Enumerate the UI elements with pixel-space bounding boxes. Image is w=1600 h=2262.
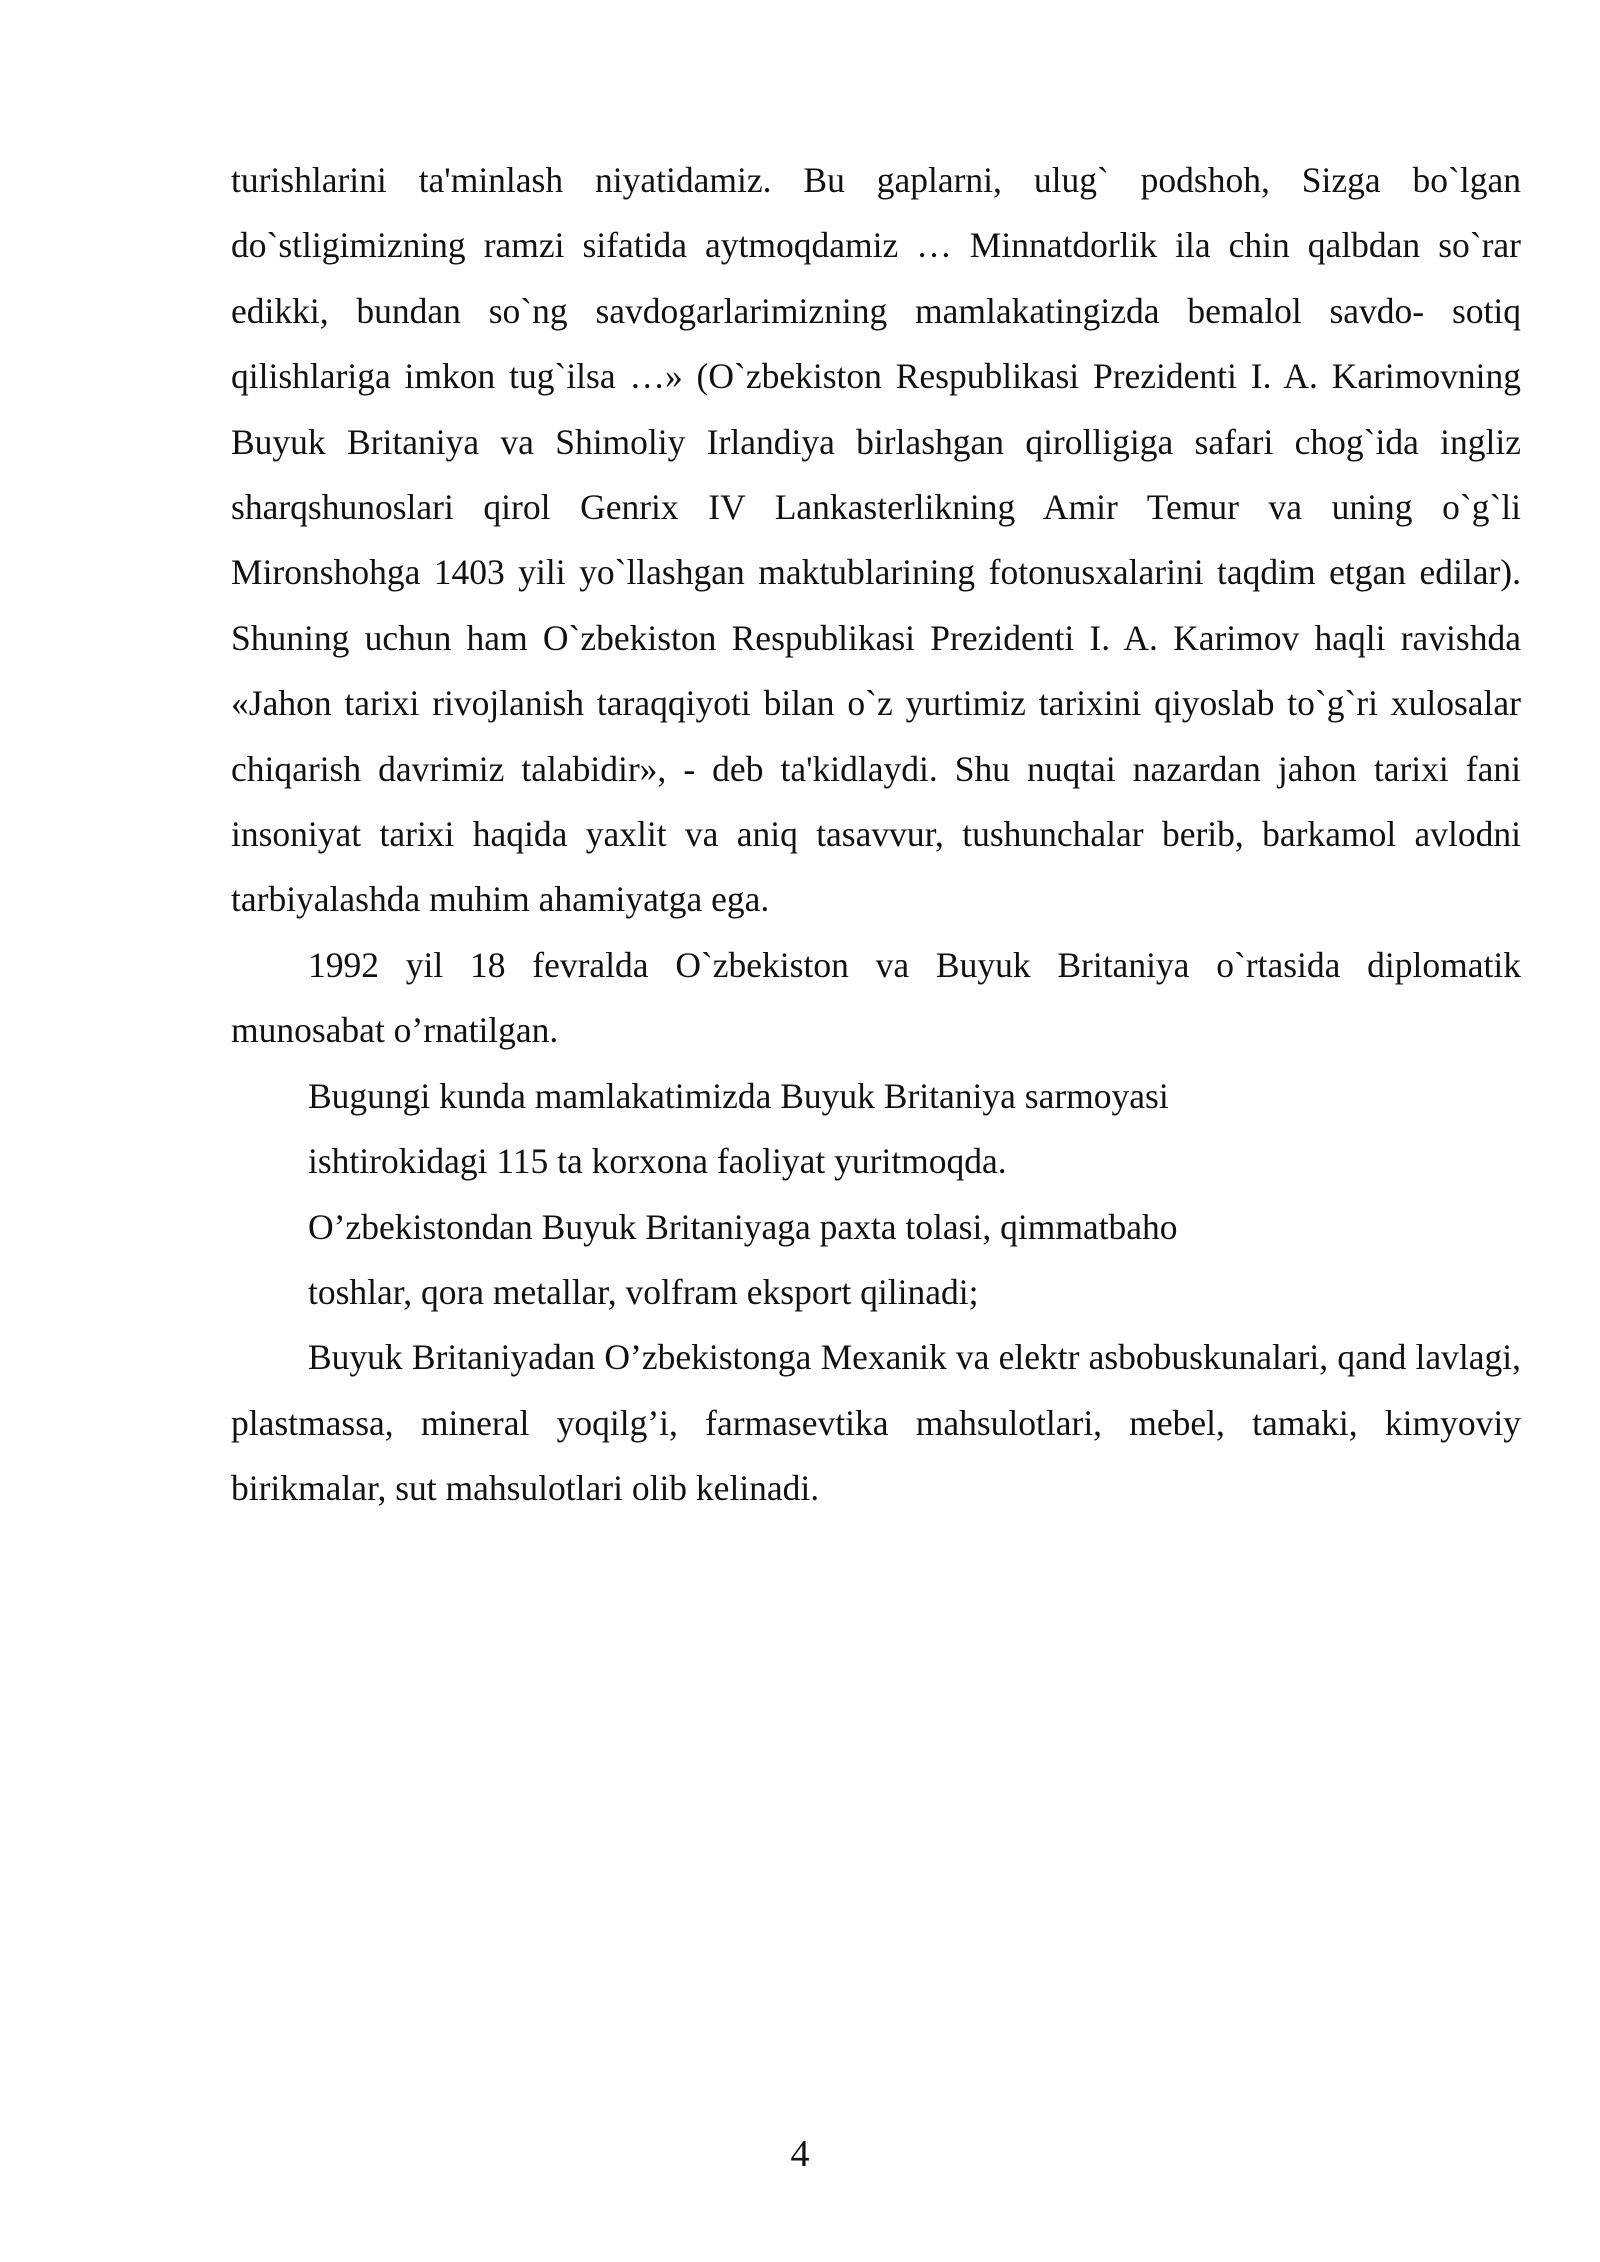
document-body [231, 148, 1521, 1522]
line-investment-2: ishtirokidagi 115 ta korxona faoliyat yuritmoqda. [308, 1141, 1007, 1182]
line-investment-1: Bugungi kunda mamlakatimizda Buyuk Britaniya sarmoyasi [308, 1075, 1169, 1116]
line-exports-1: O’zbekistondan Buyuk Britaniyaga paxta tolasi, qimmatbaho [308, 1206, 1178, 1247]
paragraph-quote-continuation: turishlarini ta'minlash niyatidamiz. Bu gaplarni, ulug` podshoh, Sizga bo`lgan do`stligimizning ramzi sifatida aytmoqdamiz … Minnatdorlik ila chin qalbdan so`rar edikki, bundan so`ng savdogarlarimizning mamlakatingizda bemalol savdo- sotiq qilishlariga imkon tug`ilsa …» (O`zbekiston Respublikasi Prezidenti I. A. Karimovning Buyuk Britaniya va Shimoliy Irlandiya birlashgan qirolligiga safari chog`ida ingliz sharqshunoslari qirol Genrix IV Lankasterlikning Amir Temur va uning o`g`li Mironshohga 1403 yili yo`llashgan maktublarining fotonusxalarini taqdim etgan edilar). Shuning uchun ham O`zbekiston Respublikasi Prezidenti I. A. Karimov haqli ravishda «Jahon tarixi rivojlanish taraqqiyoti bilan o`z yurtimiz tarixini qiyoslab to`g`ri xulosalar chiqarish davrimiz talabidir», - deb ta'kidlaydi. Shu nuqtai nazardan jahon tarixi fani insoniyat tarixi haqida yaxlit va aniq tasavvur, tushunchalar berib, barkamol avlodni tarbiyalashda muhim ahamiyatga ega. [231, 160, 1521, 920]
paragraph-diplomatic-relations: 1992 yil 18 fevralda O`zbekiston va Buyuk Britaniya o`rtasida diplomatik munosabat o’rnatilgan. [231, 944, 1521, 1051]
page-number: 4 [790, 2133, 810, 2175]
paragraph-imports: Buyuk Britaniyadan O’zbekistonga Mexanik va elektr asbobuskunalari, qand lavlagi, plastmassa, mineral yoqilg’i, farmasevtika mahsulotlari, mebel, tamaki, kimyoviy birikmalar, sut mahsulotlari olib kelinadi. [231, 1337, 1521, 1509]
line-exports-2: toshlar, qora metallar, volfram eksport qilinadi; [308, 1271, 979, 1312]
